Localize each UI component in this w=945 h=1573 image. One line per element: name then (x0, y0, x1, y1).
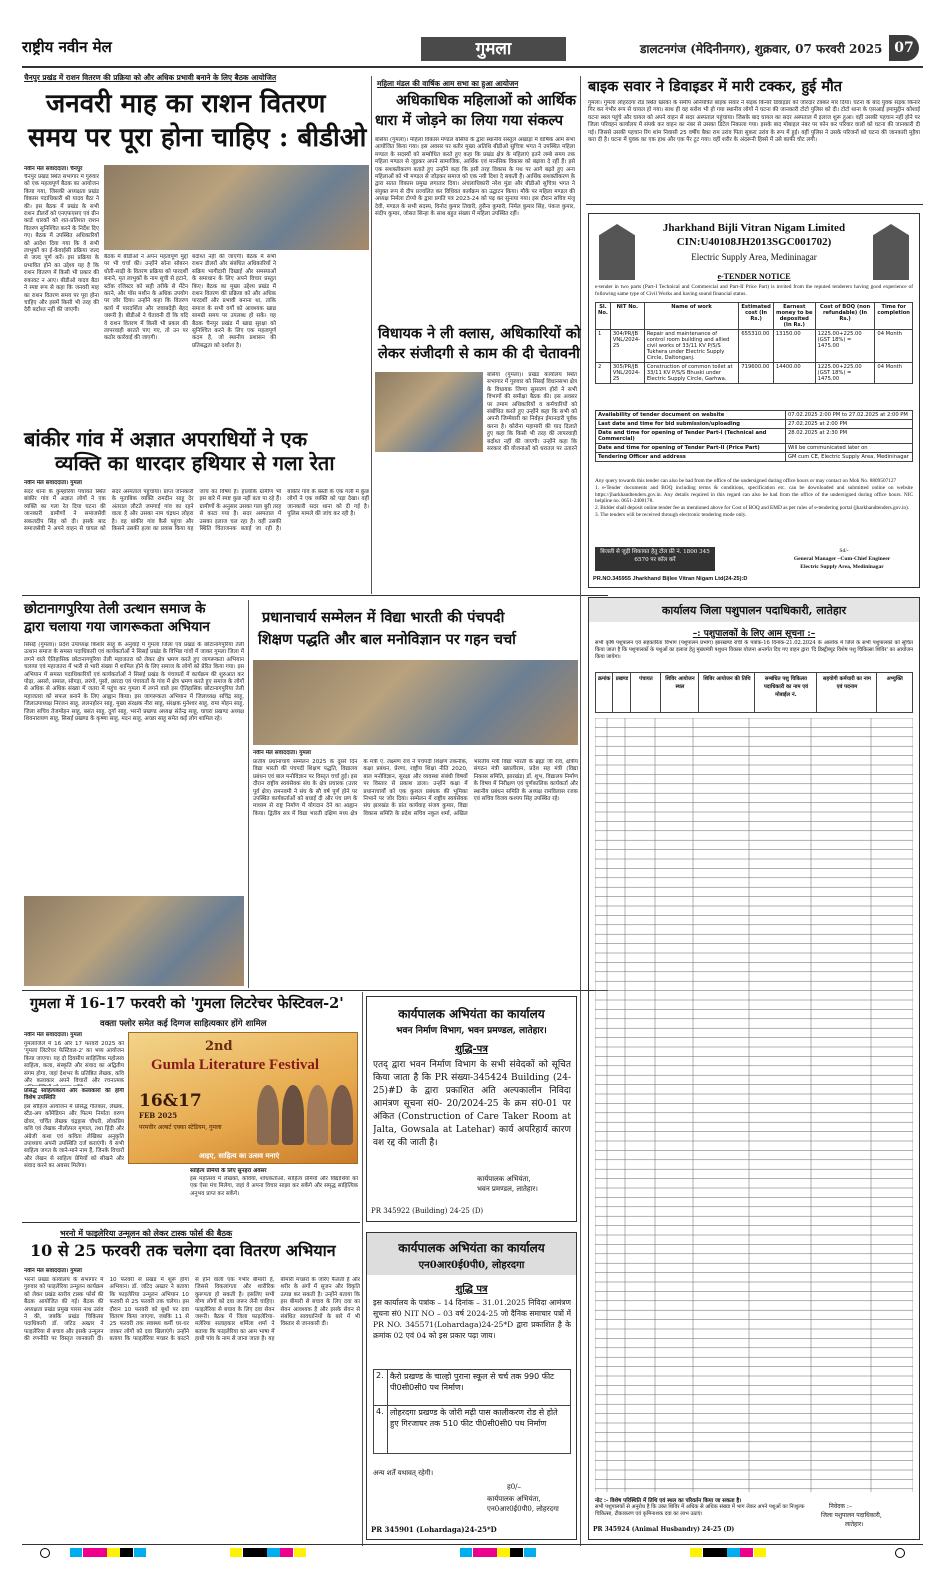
table-row (596, 411, 913, 420)
ad-pashu-footer: सभी पशुपालकों से अनुरोध है कि उक्त शिविर में अधिक से अधिक संख्या में भाग लेकर अपने पशुओं का निःशुल्क चिकित्सा, टीकाकरण एवं कृमिनाशक दवा का लाभ उठाएं। (595, 1504, 805, 1517)
story8-body-b: इस सौहित्य आयोजन में प्रसिद्ध गीतकार, लेखक, स्टैंड-अप कॉमेडियन और फिल्म निर्माता वरुण ग्रोवर, चर्चित लेखक चंद्रहास चौधरी, लोकप्रिय कवि एवं लेखक नीलोत्पल मृणाल, तथा हिंदी और अंग्रेजी कथा एवं कविता लेखिका अनुकृति उपाध्याय अपनी उपस्थिति दर्ज कराएंगी। ये सभी साहित्य जगत के जाने-माने नाम हैं, जिनके विचारों और लेखन से साहित्य प्रेमियों को सीखने और संवाद करने का अवसर मिलेगा। (24, 1104, 124, 1170)
table-cell: 655310.00 (739, 330, 774, 363)
color-swatch (243, 1548, 255, 1557)
poster-venue: परमवीर अल्बर्ट एक्का स्टेडियम, गुमला (139, 1124, 222, 1131)
jbvnl-company: Jharkhand Bijli Vitran Nigam Limited (662, 222, 846, 234)
avatar (307, 1085, 329, 1145)
col-rule (371, 76, 372, 594)
story8-byline: नवीन मेल संवाददाता। गुमला (24, 1032, 82, 1038)
paper-name: राष्ट्रीय नवीन मेल (22, 38, 112, 56)
registration-mark (40, 1548, 50, 1558)
jbvnl-note: 1. e-Tender documents and BOQ including terms & conditions, specification etc. can be downloaded and submitted online on website https://jharkhandtenders.gov.in. Any details required in this regard can also be had from the office of the undersigned during office hours. NIC helpline no. 0651-2400178. (595, 484, 913, 505)
ad-nrep-title-2: एन0आर0ई0पी0, लोहरदगा (418, 1260, 525, 1271)
story9-body: भरनो प्रखंड कार्यालय के सभागार में गुरुवार को फाइलेरिया उन्मूलन कार्यक्रम को लेकर प्रखंड स्तरीय टास्क फोर्स की बैठक आयोजित की गई। बैठक की अध्यक्षता प्रखंड प्रमुख पारस नाथ उरांव ने की, जबकि प्रखंड चिकित्सा पदाधिकारी डॉ. जटिद अख्तर ने फाइलेरिया से बचाव और इसके उन्मूलन की रणनीति पर विस्तृत जानकारी दी। 10 फरवरी से प्रखंड में शुरू होगा अभियान। डॉ. जटिद अख्तर ने बताया कि फाइलेरिया उन्मूलन अभियान 10 फरवरी से 25 फरवरी तक चलेगा। इस दौरान 10 फरवरी को बूथों पर दवा वितरण किया जाएगा, जबकि 11 से 25 फरवरी तक स्वास्थ्य कर्मी घर-घर जाकर लोगों को दवा खिलाएंगे। उन्होंने बताया कि फाइलेरिया मच्छर के काटने से होने वाली एक गंभीर बीमारी है, जिससे विकलांगता और शारीरिक कुरूपता हो सकती है। इसलिए सभी योग्य लोगों को दवा जरूर लेनी चाहिए। फाइलेरिया से बचाव के लिए दवा सेवन जरूरी। बैठक में जिला फाइलेरिया-मलेरिया सलाहकार शर्मिला शर्मा ने बताया कि फाइलेरिया का आम भाषा में हाथी पांव के नाम से जाना जाता है। यह बीमारी मच्छरों के जरिए फैलती है और शरीर के अंगों में सूजन और विकृति उत्पन्न कर सकती है। उन्होंने बताया कि इस बीमारी से बचाव के लिए दवा का सेवन आवश्यक है और इसके सेवन से संबंधित सावधानियों के बारे में भी विस्तार से जानकारी दी। (24, 1277, 360, 1343)
story1-headline-1: जनवरी माह का राशन वितरण (46, 89, 326, 119)
ad-bhawan-title-1: कार्यपालक अभियंता का कार्यालय (398, 1007, 545, 1021)
color-swatch (728, 1548, 740, 1557)
table-cell: 14400.00 (773, 363, 815, 384)
jbvnl-note: Any query towards this tender can also be had from the office of the undersigned during office hours or may contact on Mob No. 8809507127 (595, 478, 897, 484)
story4-headline-2: लेकर संजीदगी से काम की दी चेतावनी (378, 345, 580, 362)
col-rule (362, 992, 363, 1546)
story2-body: बसिया (गुमला)। महिला विकास मण्डल बसिया के द्वारा स्थानीय सस्तुल अखाड़ा में वार्षिक आम सभा आयोजित किया गया। इस अवसर पर बतौर मुख्य अतिथि बीडीओ सुचित्रा भगत ने उपस्थित महिला मण्डल के सदस्यों को सम्बोधित करते हुए कहा कि प्रखंड क्षेत्र के महिलाएं इतने लम्बे समय तक महिला मण्डल से जुड़कर अपने सामाजिक, आर्थिक एवं मानसिक विकास को बढ़ावा दे रहीं हैं। इसे एक सशक्तीकरण बताते हुए उन्होंने कहा कि इसी तरह विकास के पथ पर आगे बढ़ते हुए अन्य महिलाओं को भी मण्डल से जोड़कर समाज को एक नयी दिशा दे सकती हैं। आर्थिक सशक्तीकरण के द्वारा सतत विकास प्रमुख लगातार दिया। अंचलाधिकारी नरेश मुंडा और बीडीओ सुचित्रा भगत ने संयुक्त रूप से दीप प्रज्वलित कर विधिवत कार्यक्रम का उद्घाटन किया। मौके पर महिला मण्डल की अध्यक्ष निर्मला टोप्पो के द्वारा प्रगति पत्र 2023-24 को पढ़ कर सुनाया गया। इस दौरान सचिव मंजू देवी, मण्डल के सभी सदस्य, विनोद कुमार तिवारी, हुसैना कुमारी, निर्मल कुमार सिंह, पंकज कुमार, संदीप कुमार, जोसत सिन्हा के साथ बहुत संख्या में महिला उपस्थित रहीं। (375, 137, 575, 218)
ad-jbvnl (588, 213, 920, 588)
color-swatch (255, 1548, 267, 1557)
table-header (596, 673, 913, 713)
table-row (374, 1406, 571, 1454)
ad-nrep-title-1: कार्यपालक अभियंता का कार्यालय (398, 1241, 545, 1255)
color-swatch (498, 1548, 510, 1557)
column-header: पंचायत (631, 673, 661, 713)
emblem-icon (599, 224, 635, 280)
ad-bhawan-body: एतद् द्वारा भवन निर्माण विभाग के सभी संवेदकों को सूचित किया जाता है कि PR संख्या-345424 Building (24-25)#D के द्वारा प्रकाशित अति अल्पकालीन निविदा आमंत्रण सूचना सं0- 20/2024-25 के क्रम सं0-01 पर अंकित (Construction of Care Taker Room at Jalta, Gowsala at Latehar) कार्य अपरिहार्य कारण वश रद्द की जाती है। (373, 1060, 571, 1148)
story6-body: सिसई (गुमला)। प्रदेश उपाध्यक्ष किशोर साहू के अनुवाई में गुमला जिला एवं प्रखंड के छोटानागपुरिया तेली उत्थान समाज के समस्त पदाधिकारी एवं कार्यकर्ताओं ने सिसई प्रखंड के विभिन्न गांवों में जाकर गुमला जिला में लगने वाले ऐतिहासिक छोटानागपुरिया तेली महाजतरा को लेकर क्षेत्र भ्रमण करते हुए जागरूकता अभियान चलाया एवं महाजतरा में भारी से भारी संख्या में शामिल होने के लिए समाज के लोगों को प्रेरित किया गया। इस अभियान में समस्त पदाधिकारियों एवं कार्यकर्ताओं ने सिसई प्रखंड के पंचायतों में कार्यक्रम की शुरुआत कर पोढ़ा, असरो, समाल, सोगड़ा, लरंगो, पुसो, छारदा एवं पंचायतों के गांव में क्षेत्र भ्रमण करते हुए समाज के लोगों से अधिक से अधिक संख्या में जतरा में पहुंच कर गुमला में लगने वाले इस ऐतिहासिक छोटानागपुरिया तेली महाजतरा को सफल बनाने के लिए आह्वान किया। इस जागरूकता अभियान में जिलाध्यक्ष सचिंद्र साहू, जिलाउपाध्यक्ष निरंजन साहू, ललनहोरन साहू, मुख्य संरक्षक नीरा साहू, संरक्षक मुनेश्वर साहू, रामा मोहन साहू, जिला सचिव तेजमोहन साहू, बसंत साहू, दुर्गा साहू, भरनो प्रखण्ड अध्यक्ष संतेन्द्र साहू, घाघरा प्रखण्ड अध्यक्ष शिवनारायण साहू, सिसई प्रखण्ड के कृष्णा साहू, मदन साहू, अच्छा साहू समेत कई लोग शामिल रहे। (24, 642, 244, 723)
jbvnl-signatory: General Manager –Cum-Chief Engineer (793, 556, 891, 562)
table-row (596, 444, 913, 453)
jbvnl-notice-title: e-TENDER NOTICE (717, 272, 791, 281)
jbvnl-table (595, 302, 913, 384)
story2-headline-1: अधिकाधिक महिलाओं को आर्थिक (396, 92, 576, 109)
table-cell: 304/PR/JB VNL/2024-25 (610, 330, 644, 363)
avatar (257, 1085, 279, 1145)
avatar (282, 1085, 304, 1145)
story8-sub2: साहित्य प्रेमियों के लिए सुनहरा अवसर (190, 1168, 267, 1174)
table-cell: Will be communicated later on (786, 444, 913, 453)
ad-bhawan-shuddhi: शुद्धि-पत्र (455, 1044, 488, 1055)
poster-footer: आइए, साहित्य का उत्सव मनाएं (199, 1151, 280, 1160)
color-swatch (230, 1548, 242, 1557)
table-cell: Construction of common toilet at 33/11 KV P/S/S Bhuski under Electric Supply Circle, Garhwa. (644, 363, 739, 384)
story8-subhead: वक्ता फ्लोर समेत कई दिग्गज साहित्यकार होंगे शामिल (100, 1019, 267, 1029)
story5-body: सदर थाना के कुम्हारिया पंचायत स्थित बांकीर गांव में अज्ञात लोगों ने एक व्यक्ति का गला रेत दिया घटना की जानकारी ग्रामीणों ने समाजसेवी सकलदीप सिंह को दी। इसके बाद समाजसेवी ने अपने वाहन से घायल को सदर अस्पताल पहुंचाया। प्राप्त जानकारी के मुताबिक व्यक्ति रामदीन साहू देर अंतराल लौटते जमगाई गांव का रहने वाला है और उसका नाम चंद्रधन लोहरा है। वह बांकीर गांव कैसे पहुंचा और किसने उसकी हत्या का प्रयास किया यह जांच का विषय है। हालांकि ग्रामीण भी इस बारे में स्पष्ट कुछ नहीं बता पा रहे हैं। ग्रामीणों के अनुसार उसका गला बुरी तरह से काटा गया है। सदर अस्पताल में उसका इलाज चल रहा है। वहीं उसकी स्थिति चिंताजनक बताई जा रही है। बांकीर गांव के बस्ती के एक गली में कुछ लोगों ने एक व्यक्ति को पड़ा देखा। वहीं जानकारी सदर थाना को दी गई है। पुलिस मामले की जांच कर रही है। (24, 489, 369, 533)
jbvnl-note: 2. Bidder shall deposit online tender fee as mentioned above for Cost of BOQ and EMD as per rules of e-tendering portal (jharkhandtenders.gov.in). (595, 505, 910, 512)
story6-photo (24, 896, 244, 986)
story5-byline: नवीन मेल संवाददाता। गुमला (24, 480, 82, 486)
table-cell: 2. (374, 1370, 388, 1406)
story7-photo (253, 660, 578, 745)
color-swatch (524, 1548, 536, 1557)
story2-kicker: महिला मंडल की वार्षिक आम सभा का हुआ आयोजन (377, 79, 519, 88)
ad-pashupalan (588, 597, 920, 1540)
jbvnl-office: Electric Supply Area, Medininagar (691, 252, 817, 262)
column-header: अभ्युक्ति (877, 673, 913, 713)
poster-edition: 2nd (205, 1039, 233, 1054)
story8-sub1: प्रसिद्ध साहित्यकारों और कलाकारों की होगी विशेष उपस्थिति (24, 1088, 124, 1102)
color-swatch (268, 1548, 280, 1557)
color-swatch (294, 1548, 306, 1557)
section-tag: गुमला (421, 37, 566, 61)
column-header: Time for completion (875, 303, 913, 330)
story1-body-2: बैठक में बीडीओ ने अपन महत्वपूर्ण मुद्दों पर भी चर्चा की। उन्होंने सोना सोबरन धोती-साड़ी के वितरण प्रक्रिया को पारदर्शी बनाने, मृत लाभुकों के नाम सूची से हटाने, स्टॉक रजिस्टर को सही तरीके से मेंटेन करने, और पॉस मशीन के अधिक उपयोग पर जोर दिया। उन्होंने कहा कि वितरण कार्य में पारदर्शिता और जवाबदेही बेहद जरूरी है। बीडीओ ने चेतावनी दी कि यदि वे राशन वितरण में किसी भी प्रकार की लापरवाही बरतते पाए गए, तो उन पर कठोर कार्रवाई की जाएगी। (104, 254, 188, 342)
table-cell: GM cum CE, Electric Supply Area, Medininagar (786, 453, 913, 462)
ad-bhawan (366, 996, 577, 1222)
column-header: शिविर आयोजन स्थल (661, 673, 699, 713)
table-cell: 07.02.2025 2:00 PM to 27.02.2025 at 2:00 PM (786, 411, 913, 420)
color-swatch (703, 1548, 715, 1557)
ad-nrep-body: इस कार्यालय के पत्रांक – 14 दिनांक – 31.01.2025 निविदा आमंत्रण सूचना सं0 NIT NO – 03 वर्ष 2024-25 जो दैनिक समाचार पत्रों में PR NO. 345571(Lohardaga)24-25*D द्वारा प्रकाशित है के क्रमांक 02 एवं 04 को इस प्रकार पढ़ा जाय। (373, 1298, 571, 1340)
story1-headline-2: समय पर पूरा होना चाहिए : बीडीओ (28, 123, 367, 153)
column-header: Cost of BOQ (non refundable) (In Rs.) (815, 303, 875, 330)
ad-bhawan-pr: PR 345922 (Building) 24-25 (D) (371, 1207, 484, 1215)
ad-nrep-signatory-2: एन0आर0ई0पी0, लोहरदगा (487, 1505, 559, 1513)
story4-headline-1: विधायक ने ली क्लास, अधिकारियों को (378, 325, 581, 342)
story3-headline: बाइक सवार ने डिवाइडर में मारी टक्कर, हुई मौत (588, 78, 843, 95)
logo-icon (873, 224, 909, 280)
ad-nrep (366, 1232, 577, 1540)
column-header: क्रमांक (596, 673, 613, 713)
table-row (596, 330, 913, 363)
poster-month: FEB 2025 (139, 1111, 178, 1120)
table-row (596, 363, 913, 384)
column-header: Estimated cost (In Rs.) (739, 303, 774, 330)
color-swatch (108, 1548, 120, 1557)
jbvnl-sd: Sd/- (839, 548, 849, 554)
table-cell: 719600.00 (739, 363, 774, 384)
table-cell: Date and time for opening of Tender Part-I (Technical and Commercial) (596, 429, 786, 444)
color-swatch (715, 1548, 727, 1557)
story4-photo (375, 372, 483, 452)
divider (22, 595, 608, 596)
table-cell: 305/PR/JB VNL/2024-25 (610, 363, 644, 384)
column-header: NIT No. (610, 303, 644, 330)
story2-headline-2: धारा में जोड़ने का लिया गया संकल्प (375, 112, 564, 129)
story8-headline: गुमला में 16-17 फरवरी को 'गुमला लिटरेचर फेस्टिवल-2' (30, 995, 344, 1012)
ad-nrep-footer: अन्य शर्तें यथावत् रहेगी। (373, 1469, 434, 1477)
table-row (596, 453, 913, 462)
ad-pashu-grid (595, 718, 913, 1492)
table-cell: 1225.00+225.00 (GST 18%) = 1475.00 (815, 363, 875, 384)
story5-headline-2: व्यक्ति का धारदार हथियार से गला रेता (55, 451, 335, 475)
story1-body-3: बर्दाश्त नहीं की जाएगी। बैठक में सभी राशन डीलरों और संबंधित अधिकारियों ने सक्रिय भागीदारी दिखाई और समस्याओं के समाधान के लिए अपने विचार प्रस्तुत किए। बैठक का मुख्य उद्देश्य प्रखंड में राशन वितरण की प्रक्रिया को और अधिक पारदर्शी और प्रभावी बनाना था, ताकि समाज के सभी वर्गों को आवश्यक खाद्य सामग्री समय पर उपलब्ध हो सके। यह बैठक चैनपुर प्रखंड में खाद्य सुरक्षा को सुनिश्चित करने के लिए एक महत्वपूर्ण कदम है, जो स्थानीय प्रशासन की प्रतिबद्धता को दर्शाता है। (192, 254, 276, 349)
ad-pashu-pr: PR 345924 (Animal Husbandry) 24-25 (D) (593, 1526, 735, 1533)
story9-byline: नवीन मेल संवाददाता। गुमला (24, 1268, 82, 1274)
masthead-rule (22, 66, 923, 68)
table-row (596, 429, 913, 444)
story1-byline: नवीन मेल संवाददाता। चैनपुर (24, 166, 83, 172)
color-swatch (83, 1548, 95, 1557)
table-cell: 04 Month (875, 330, 913, 363)
column-header: प्रखण्ड (613, 673, 631, 713)
dateline: डालटनगंज (मेदिनीनगर), शुक्रवार, 07 फरवरी 2025 (640, 42, 883, 56)
table-cell: 1225.00+225.00 (GST 18%) = 1475.00 (815, 330, 875, 363)
ad-nrep-signatory: कार्यपालक अभियंता, (487, 1495, 541, 1503)
story8-body-c: इस महोत्सव में लेखकों, कवियों, शोधकर्ताओं, साहित्य प्रेमियों और विद्यार्थियों को एक ऐसा मंच मिलेगा, जहां वे अपना विचार साझा कर सकेंगे और समृद्ध साहित्यिक अनुभव प्राप्त कर सकेंगे। (190, 1176, 358, 1197)
table-header (596, 303, 913, 330)
table-cell: 04 Month (875, 363, 913, 384)
color-swatch (70, 1548, 82, 1557)
table-cell: Tendering Officer and address (596, 453, 786, 462)
table-cell: 28.02.2025 at 2:30 PM (786, 429, 913, 444)
story6-headline-1: छोटानागपुरिया तेली उत्थान समाज के (24, 601, 206, 617)
ad-bhawan-title-2: भवन निर्माण विभाग, भवन प्रमण्डल, लातेहार। (396, 1026, 547, 1036)
story5-headline-1: बांकीर गांव में अज्ञात अपराधियों ने एक (24, 427, 308, 451)
table-cell: Last date and time for bid submission/uploading (596, 420, 786, 429)
column-header: सम्बंधित पशु चिकित्सा पदाधिकारी का नाम एवं मोबाईल नं. (755, 673, 817, 713)
divider (22, 990, 608, 991)
table-cell: 1 (596, 330, 611, 363)
story1-kicker: चैनपुर प्रखंड में राशन वितरण की प्रक्रिया को और अधिक प्रभावी बनाने के लिए बैठक आयोजित (24, 73, 277, 82)
jbvnl-cin: CIN:U40108JH2013SGC001702) (676, 236, 832, 248)
story6-headline-2: द्वारा चलाया गया जागरूकता अभियान (24, 619, 210, 635)
jbvnl-notes (595, 478, 913, 519)
color-swatch (485, 1548, 497, 1557)
table-cell: कैरो प्रखण्ड के चाल्हो पुराना स्कूल से चर्च तक 990 फीट पी0सी0सी0 पथ निर्माण। (388, 1370, 571, 1406)
avatar (331, 1085, 353, 1145)
ad-nrep-table (373, 1369, 571, 1454)
story1-photo (104, 165, 369, 250)
jbvnl-signatory-office: Electric Supply Area, Medininagar (800, 564, 884, 570)
ad-pashu-title: कार्यालय जिला पशुपालन पदाधिकारी, लातेहार (661, 604, 847, 617)
jbvnl-note: 3. The tenders will be received through electronic tendering mode only. (595, 511, 747, 518)
ad-nrep-shuddhi: शुद्धि पत्र (455, 1284, 488, 1295)
color-swatch (281, 1548, 293, 1557)
story4-body-cont (375, 456, 577, 590)
ad-pashu-subtitle: –: पशुपालकों के लिए आम सूचना :– (692, 629, 816, 639)
story7-headline-1: प्रधानाचार्य सम्मेलन में विद्या भारती की पंचपदी (262, 609, 505, 626)
poster-title: Gumla Literature Festival (151, 1057, 320, 1073)
poster-dates: 16&17 (139, 1091, 202, 1111)
column-header: शिविर आयोजन की तिथि (699, 673, 755, 713)
ad-nrep-pr: PR 345901 (Lohardaga)24-25*D (371, 1525, 497, 1534)
ad-bhawan-signatory-2: भवन प्रमण्डल, लातेहार। (477, 1185, 538, 1193)
color-swatch (95, 1548, 107, 1557)
column-header: Sl. No. (596, 303, 611, 330)
festival-poster (128, 1032, 358, 1164)
table-cell: 13150.00 (773, 330, 815, 363)
jbvnl-helpline: बिजली से जुड़ी शिकायत हेतु टोल फ्री नं. 1800 345 6570 पर कॉल करें (595, 547, 715, 571)
table-cell: Date and time for opening of Tender Part-II (Price Part) (596, 444, 786, 453)
ad-pashu-signatory: निवेदक :– (829, 1503, 852, 1510)
color-swatch (754, 1548, 766, 1557)
color-swatch (121, 1548, 133, 1557)
story1-body: चैनपुर प्रखंड स्थित सभागार में गुरुवार को एक महत्वपूर्ण बैठक का आयोजन किया गया, जिसकी अध्यक्षता प्रखंड विकास पदाधिकारी श्री यादव बैठा ने की। इस बैठक में प्रखंड के सभी राशन डीलरों को एनएफएसए एवं ग्रीन कार्ड धारकों को शत-प्रतिशत राशन वितरण सुनिश्चित करने के निर्देश दिए गए। बैठक में उपस्थित अधिकारियों को आदेश दिया गया कि वे सभी लाभुकों का ई-केवाईसी प्रक्रिया जल्द से जल्द पूर्ण करें। इस प्रक्रिया के प्रभावित होने का उद्देश्य यह है कि राशन वितरण में किसी भी प्रकार की रुकावट न आए। बीडीओ यादव बैठा ने स्पष्ट रूप से कहा कि जनवरी माह का राशन वितरण समय पर पूरा होना चाहिए और इसमें किसी भी तरह की देरी बर्दाश्त नहीं की जाएगी। (24, 174, 99, 314)
jbvnl-schedule (595, 410, 913, 462)
page-number: 07 (889, 35, 919, 61)
color-swatch (460, 1548, 472, 1557)
table-cell: लोहरदगा प्रखण्ड के जोरी मढ़ी पास कालीकरण रोड से होते हुए गिरजाघर तक 510 फीट पी0सी0सी0 पथ निर्माण (388, 1406, 571, 1454)
divider (22, 1222, 360, 1223)
column-header: सहयोगी कर्मचारी का नाम एवं पदनाम (817, 673, 877, 713)
color-swatch (741, 1548, 753, 1557)
registration-mark (895, 1548, 905, 1558)
story9-headline: 10 से 25 फरवरी तक चलेगा दवा वितरण अभियान (30, 1241, 336, 1260)
story3-body: गुमला। गुमला लोहरदगा रोड स्थित खरका के समीप अनियंत्रित बाइक सवार ने सड़क किनारे डिवाइडर को जोरदार टक्कर मार दिया। घटना के बाद युवक सड़क किनारे गिर कर गंभीर रूप से घायल हो गया। साथ ही वह सरोश भी हो गया स्थानीय लोगों ने घटना की जानकारी टोटो पुलिस को दी। टोटो थाना के एसआई इमामुद्दीन कोशाई घटना स्थल पहुंचे और घायल को अपने वाहन से सदर अस्पताल पहुंचाया। जिसके बाद घायल का सदर अस्पताल में इलाज शुरू हुआ। वहीं उसकी पहचान नहीं होने पर जिला परिवहन कार्यालय में संपर्क कर वाहन का नंबर से उसका डिटेल निकाला गया। इसके बाद मोबाइल नंबर पर फोन कर परिवार वालों को घटना की जानकारी दी गई। जिससे उसकी पहचान रिंग शांम निवासी 25 वर्षीय बैका राम उरांव पिता सुकरा उरांव के रूप में हुई। वहीं पुलिस ने उसके परिजनों को घटना की जानकारी मुहैया करा दी है। घटना में युवक का एक हाथ और एक पैर टूट गया। वहीं शरीर के अंदरूनी हिस्से में उसे काफी चोट लगी। (588, 100, 920, 144)
poster-speakers (257, 1085, 353, 1145)
story9-kicker: भरनो में फाइलेरिया उन्मूलन को लेकर टास्क फोर्स की बैठक (60, 1228, 233, 1238)
ad-pashu-intro: सभी कृषि पशुपालन एवं सहकारिता विभाग (पशुपालन प्रभाग) झारखण्ड रांची के पत्रांक-16 दिनांक-21.02.2024 के आलोक में जिले के सभी पशुपालकों को सूचित किया जाता है कि पशुपालकों के पशुओं का इलाज हेतु मुख्यमंत्री पशुधन विकास योजना अन्तर्गत दिए गए वाहन द्वारा 'दि डिस्ट्रीब्यूट विशेष पशु चिकित्सा शिविर' का आयोजन किया जायेगा। (595, 640, 913, 660)
table-cell: 27.02.2025 at 2:00 PM (786, 420, 913, 429)
story7-body: प्रांतीय प्रधानाचार्य सम्मेलन 2025 के दूसरे दिन विद्या भारती की पंचपदी शिक्षण पद्धति, विद्यालय प्रबंधन एवं बाल मनोविज्ञान पर विस्तृत चर्चा हुई। इस दौरान राष्ट्रीय स्वयंसेवक संघ के क्षेत्र प्रचारक (उत्तर पूर्व क्षेत्र) रामनवमी ने संघ के सौ वर्ष पूर्ण होने पर उपस्थित कार्यकर्ताओं को बधाई दी और पंच प्रण के माध्यम से राष्ट्र निर्माण में योगदान देने का आह्वान किया। द्वितीय सत्र में विद्या भारती दक्षिण मध्य क्षेत्र के मंत्री ए. लक्ष्मण राव ने पंचपदी शिक्षण तकनीक, कक्षा प्रबंधन, प्रेरणा, राष्ट्रीय शिक्षा नीति 2020, बाल मनोविज्ञान, सुरक्षा और व्यवस्था संबंधी विषयों पर विस्तार से प्रकाश डाला। उन्होंने कक्षा में प्रधानाचार्यों को एक कुशल प्रबंधक की भूमिका निभाने पर जोर दिया। सम्मेलन में राष्ट्रीय स्वयंसेवक संघ झारखंड के प्रांत कार्यवाह संजय कुमार, विद्या विकास समिति के प्रदेश सचिव नकुल शर्मा, अखिल भारतीय मंत्री विद्या भारती के ब्रह्मा जी राव, क्षेत्रीय संगठन मंत्री ख्यालीराम, प्रदेश सह मंत्री (विद्या निकास समिति, झारखंड) डॉ. शुभ, विद्यालय निर्माण के विषय में निरीक्षण एवं पूर्णकालिक कार्यकर्ता और स्थानीय प्रबंधन समिति के अध्यक्ष रामविलास रजक एवं सचिव विजय कश्यप सिंह उपस्थित रहे। (253, 759, 578, 817)
table-cell: Repair and maintenance of control room building and allied civil works of 33/11 KV P/S/S Tukhera under Electric Supply Circle, Daltonganj. (644, 330, 739, 363)
story1-body-3b (280, 254, 369, 420)
table-cell: 4. (374, 1406, 388, 1454)
ad-pashu-table (595, 672, 913, 713)
story7-headline-2: शिक्षण पद्धति और बाल मनोविज्ञान पर गहन चर्चा (258, 631, 516, 648)
color-swatch (511, 1548, 523, 1557)
story4-body: बसिया (गुमला)। प्रखंड कार्यालय स्थित सभागार में गुरुवार को सिसई विधानसभा क्षेत्र के विधायक जिग्गा सुसारण होरो ने सभी विभागों की समीक्षा बैठक की। इस अवसर पर तमाम अधिकारियों व कर्मचारियों को संबोधित करते हुए उन्होंने कहा कि सभी को अपनी जिम्मेवारी का निर्वहन ईमानदारी पूर्वक करना है। कोरोना महामारी की याद दिलाते हुए कहा कि किसी भी तरह की लापरवाही बर्दाश्त नहीं की जाएगी। उन्होंने कहा कि सरकार की योजनाओं को धरातल पर उतारने (487, 372, 577, 452)
table-cell: Availability of tender document on website (596, 411, 786, 420)
col-rule (580, 76, 581, 1546)
ad-pashu-signatory-2: जिला पशुपालन पदाधिकारी, (821, 1512, 882, 1519)
color-swatch (134, 1548, 146, 1557)
table-row (374, 1370, 571, 1406)
column-header: Name of work (644, 303, 739, 330)
divider (586, 204, 923, 205)
footer-rule (22, 1544, 923, 1545)
column-header: Earnest money to be deposited (In Rs.) (773, 303, 815, 330)
ad-nrep-sd: ह0/– (507, 1483, 522, 1491)
jbvnl-pr: PR.NO.345955 Jharkhand Bijlee Vitran Nigam Ltd(24-25):D (593, 576, 748, 582)
ad-pashu-signatory-3: लातेहार। (845, 1521, 864, 1528)
col-rule (248, 600, 249, 988)
ad-bhawan-signatory: कार्यपालक अभियंता, (477, 1175, 531, 1183)
table-cell: 2 (596, 363, 611, 384)
story8-body: गुमलाजिले में 16 और 17 फरवरी 2025 को 'गुमला लिटरेचर फेस्टिवल-2' का भव्य आयोजन किया जाएगा। यह दो दिवसीय साहित्यिक महोत्सव साहित्य, कला, संस्कृति और संवाद का अद्वितीय संगम होगा, जहां देशभर के प्रतिष्ठित लेखक, कवि और कलाकार अपने विचारों और रचनात्मक (24, 1041, 124, 1085)
ad-pashu-note: नोट :- विशेष परिस्थिति में तिथि एवं स्थल का परिवर्तन किया जा सकता है। (595, 1498, 742, 1504)
color-swatch (690, 1548, 702, 1557)
table-row (596, 420, 913, 429)
jbvnl-intro: e-tender in two parts (Part-I Technical and Commercial and Part-II Price Part) is invited from the reputed tenderers having good experience of following same type of Civil Works and having sound financial status. (595, 284, 913, 297)
story7-byline: नवीन मेल संवाददाता। गुमला (253, 750, 311, 756)
color-swatch (473, 1548, 485, 1557)
